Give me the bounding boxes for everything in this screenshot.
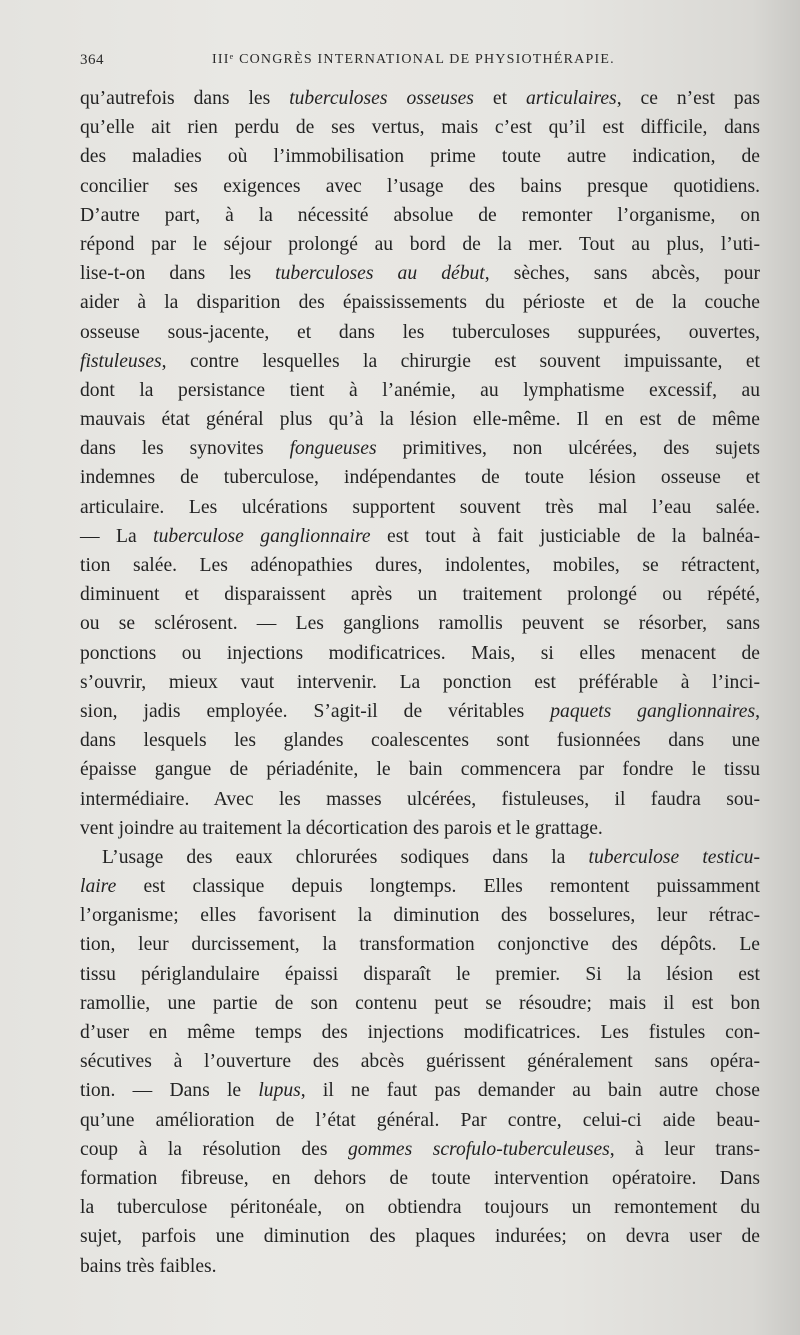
text-segment: concilier ses exigences avec l’usage des bains presque quotidiens.	[80, 175, 760, 197]
text-segment: dans les synovites	[80, 438, 290, 460]
text-segment: des maladies où l’immobilisation prime toute autre indication, de	[80, 146, 760, 168]
text-line	[80, 405, 760, 434]
text-line	[80, 814, 760, 843]
text-segment: intermédiaire. Avec les masses ulcérées, fistuleuses, il faudra sou-	[80, 788, 760, 810]
text-segment: sécutives à l’ouverture des abcès guérissent généralement sans opéra-	[80, 1051, 760, 1073]
text-segment: tion salée. Les adénopathies dures, indolentes, mobiles, se rétractent,	[80, 555, 760, 576]
text-line	[80, 755, 760, 784]
italic-text: fongueuses	[289, 438, 377, 460]
text-line	[80, 1135, 760, 1164]
text-line	[80, 989, 760, 1018]
text-segment: qu’autrefois dans les	[80, 88, 290, 109]
italic-text: tuberculoses au début	[275, 263, 485, 285]
text-segment: ,	[755, 700, 760, 722]
text-segment: — La	[80, 525, 154, 547]
text-segment: diminuent et disparaissent après un traitement prolongé ou répété,	[80, 584, 760, 606]
text-line	[80, 493, 760, 522]
text-segment: sujet, parfois une diminution des plaques indurées; on devra user de	[80, 1226, 760, 1248]
text-line	[80, 872, 760, 901]
text-line	[80, 1193, 760, 1222]
text-line	[80, 930, 760, 959]
text-segment: articulaire. Les ulcérations supportent souvent très mal l’eau salée.	[80, 496, 760, 518]
italic-text: lupus	[258, 1080, 301, 1102]
text-segment: mauvais état général plus qu’à la lésion elle-même. Il en est de même	[80, 409, 760, 431]
text-line	[80, 201, 760, 230]
text-segment: osseuse sous-jacente, et dans les tuberculoses suppurées, ouvertes,	[80, 321, 760, 343]
text-line	[80, 901, 760, 930]
italic-text: gommes scrofulo-tuberculeuses	[348, 1138, 610, 1160]
text-line	[80, 522, 760, 551]
text-segment: , ce n’est pas	[616, 88, 761, 109]
text-line	[80, 142, 760, 171]
text-segment: tion, leur durcissement, la transformation conjonctive des dépôts. Le	[80, 934, 760, 956]
text-segment: indemnes de tuberculose, indépendantes de toute lésion osseuse et	[80, 467, 760, 489]
text-line	[80, 318, 760, 347]
text-segment: , sèches, sans abcès, pour	[484, 263, 760, 285]
text-line	[80, 1252, 760, 1281]
text-segment: , à leur trans-	[609, 1138, 760, 1160]
text-line	[80, 1018, 760, 1047]
text-line	[80, 697, 760, 726]
text-line	[80, 434, 760, 463]
italic-text: tuberculoses osseuses	[289, 88, 474, 109]
text-line	[80, 1222, 760, 1251]
text-segment: aider à la disparition des épaississements du périoste et de la couche	[80, 292, 760, 314]
italic-text: articulaires	[525, 88, 617, 109]
text-line	[80, 288, 760, 317]
text-segment: qu’une amélioration de l’état général. Par contre, celui-ci aide beau-	[80, 1109, 760, 1131]
text-segment: ou se sclérosent. — Les ganglions ramollis peuvent se résorber, sans	[80, 613, 760, 635]
text-line	[80, 84, 760, 113]
running-head: IIIᵉ CONGRÈS INTERNATIONAL DE PHYSIOTHÉRAPIE.	[212, 52, 615, 67]
text-segment: D’autre part, à la nécessité absolue de remonter l’organisme, on	[80, 204, 760, 226]
body-text	[80, 84, 760, 1281]
text-segment: bains très faibles.	[80, 1255, 217, 1277]
text-segment: d’user en même temps des injections modificatrices. Les fistules con-	[80, 1022, 760, 1043]
text-segment: primitives, non ulcérées, des sujets	[376, 438, 760, 460]
text-segment: tissu périglandulaire épaissi disparaît le premier. Si la lésion est	[80, 963, 760, 985]
text-line	[80, 785, 760, 814]
text-segment: s’ouvrir, mieux vaut intervenir. La ponction est préférable à l’inci-	[80, 671, 760, 693]
text-line	[80, 843, 760, 872]
text-line	[80, 551, 760, 580]
italic-text: tuberculose ganglionnaire	[153, 525, 371, 547]
text-line	[80, 376, 760, 405]
text-segment: qu’elle ait rien perdu de ses vertus, mais c’est qu’il est difficile, dans	[80, 117, 760, 139]
text-segment: la tuberculose péritonéale, on obtiendra toujours un remontement du	[80, 1197, 760, 1219]
page-header	[80, 52, 760, 74]
text-line	[80, 960, 760, 989]
text-segment: est classique depuis longtemps. Elles remontent puissamment	[116, 876, 760, 898]
text-line	[80, 1164, 760, 1193]
text-line	[80, 639, 760, 668]
text-line	[80, 1076, 760, 1105]
page-number: 364	[80, 52, 104, 68]
text-line	[80, 1106, 760, 1135]
italic-text: fistuleuses	[80, 350, 162, 372]
text-segment: et	[473, 88, 526, 109]
text-segment: répond par le séjour prolongé au bord de la mer. Tout au plus, l’uti-	[80, 233, 760, 255]
text-segment: coup à la résolution des	[80, 1138, 348, 1160]
text-line	[80, 172, 760, 201]
text-segment: , il ne faut pas demander au bain autre chose	[300, 1080, 760, 1102]
text-segment: vent joindre au traitement la décortication des parois et le grattage.	[80, 817, 603, 839]
text-segment: est tout à fait justiciable de la balnéa-	[370, 525, 760, 547]
italic-text: tuberculose testicu-	[588, 846, 760, 868]
text-segment: sion, jadis employée. S’agit-il de véritables	[80, 700, 551, 722]
text-segment: épaisse gangue de périadénite, le bain commencera par fondre le tissu	[80, 759, 760, 781]
text-line	[80, 580, 760, 609]
text-segment: formation fibreuse, en dehors de toute intervention opératoire. Dans	[80, 1167, 760, 1189]
text-segment: ramollie, une partie de son contenu peut se résoudre; mais il est bon	[80, 992, 760, 1014]
text-line	[80, 726, 760, 755]
text-segment: tion. — Dans le	[80, 1080, 259, 1102]
text-segment: ponctions ou injections modificatrices. Mais, si elles menacent de	[80, 642, 760, 664]
text-line	[80, 668, 760, 697]
italic-text: laire	[80, 876, 117, 898]
text-segment: L’usage des eaux chlorurées sodiques dans la	[102, 846, 589, 868]
text-line	[80, 259, 760, 288]
text-line	[80, 230, 760, 259]
text-line	[80, 463, 760, 492]
text-segment: l’organisme; elles favorisent la diminution des bosselures, leur rétrac-	[80, 905, 760, 927]
text-line	[80, 347, 760, 376]
text-line	[80, 1047, 760, 1076]
text-segment: lise-t-on dans les	[80, 263, 276, 285]
text-line	[80, 609, 760, 638]
text-segment: dont la persistance tient à l’anémie, au lymphatisme excessif, au	[80, 379, 760, 401]
text-line	[80, 113, 760, 142]
text-segment: , contre lesquelles la chirurgie est souvent impuissante, et	[161, 350, 760, 372]
text-segment: dans lesquels les glandes coalescentes sont fusionnées dans une	[80, 730, 760, 752]
italic-text: paquets ganglionnaires	[550, 700, 756, 722]
